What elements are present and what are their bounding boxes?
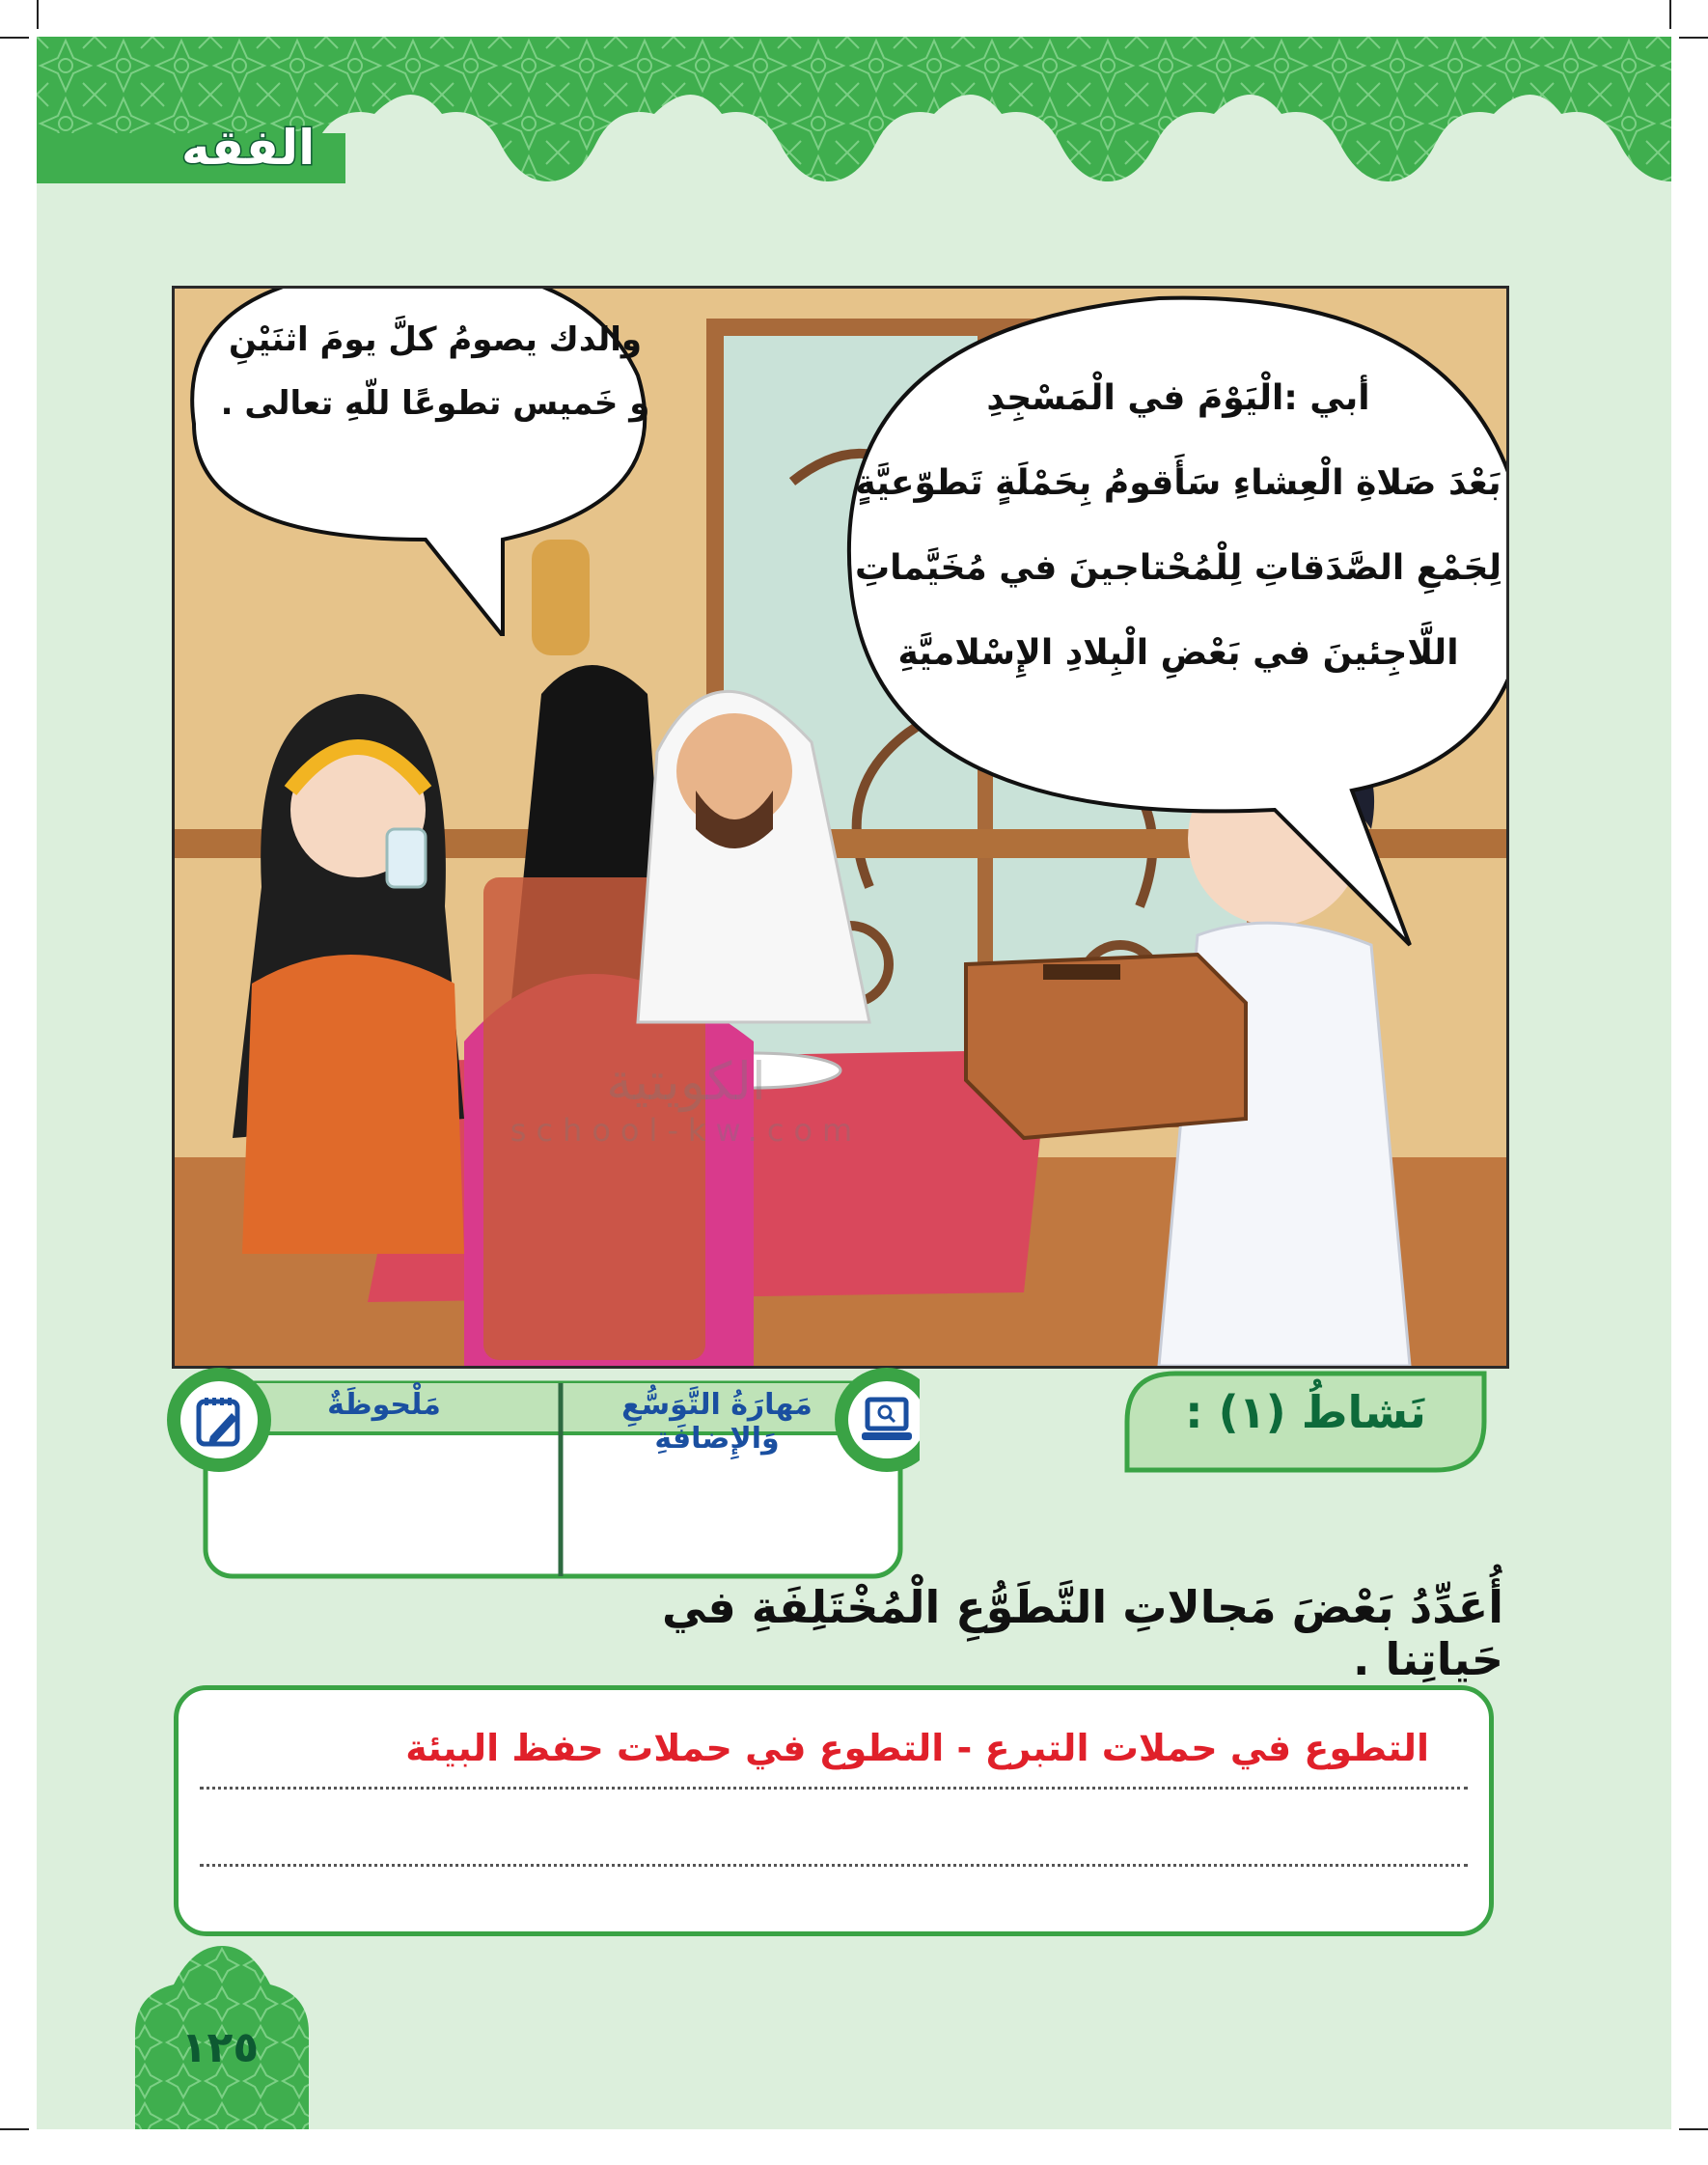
left-bubble-text <box>213 308 657 435</box>
crop-mark <box>1669 0 1671 29</box>
crop-mark <box>1679 37 1708 39</box>
activity-question: أُعَدِّدُ بَعْضَ مَجالاتِ التَّطَوُّعِ الْمُخْتَلِفَةِ في حَياتِنا . <box>662 1581 1503 1685</box>
watermark <box>483 1051 889 1149</box>
answer-box[interactable] <box>174 1685 1494 1936</box>
page-number: ١٢٥ <box>180 2023 260 2072</box>
crop-mark <box>1679 2128 1708 2130</box>
expansion-skill-header: مَهارَةُ التَّوَسُّعِ وَالإِضافَةِ <box>621 1388 813 1456</box>
left-bubble-line: و خَميس تطوعًا للّهِ تعالى . <box>220 384 650 423</box>
right-bubble-line: بَعْدَ صَلاةِ الْعِشاءِ سَأَقومُ بِحَمْلَةٍ تَطوّعيَّةٍ <box>855 463 1501 503</box>
watermark-line: school-kw.com <box>510 1112 863 1149</box>
watermark-line: الكويتية <box>606 1051 766 1112</box>
dotted-line <box>200 1864 1468 1867</box>
family-dinner-illustration <box>172 286 1509 1369</box>
crop-mark <box>37 0 39 29</box>
answer-text: التطوع في حملات التبرع - التطوع في حملات حفظ البيئة <box>405 1727 1429 1769</box>
textbook-page <box>37 37 1671 2129</box>
dotted-line <box>200 1787 1468 1790</box>
activity-label: نَشاطُ (١) : <box>1185 1386 1426 1438</box>
note-header: مَلْحوظَةٌ <box>327 1388 441 1422</box>
left-bubble-line: والدك يصومُ كلَّ يومَ اثنَيْنِ <box>228 320 643 359</box>
crop-mark <box>0 37 29 39</box>
right-bubble-line: اللَّاجِئينَ في بَعْضِ الْبِلادِ الإِسْلاميَّةِ <box>897 633 1459 673</box>
right-bubble-line: أبي :الْيَوْمَ في الْمَسْجِدِ <box>986 378 1370 418</box>
right-bubble-text <box>850 356 1506 696</box>
crop-mark <box>0 2128 29 2130</box>
subject-title: الفقه <box>181 120 316 176</box>
right-bubble-line: لِجَمْعِ الصَّدَقاتِ لِلْمُحْتاجينَ في مُخَيَّماتِ <box>854 548 1501 588</box>
